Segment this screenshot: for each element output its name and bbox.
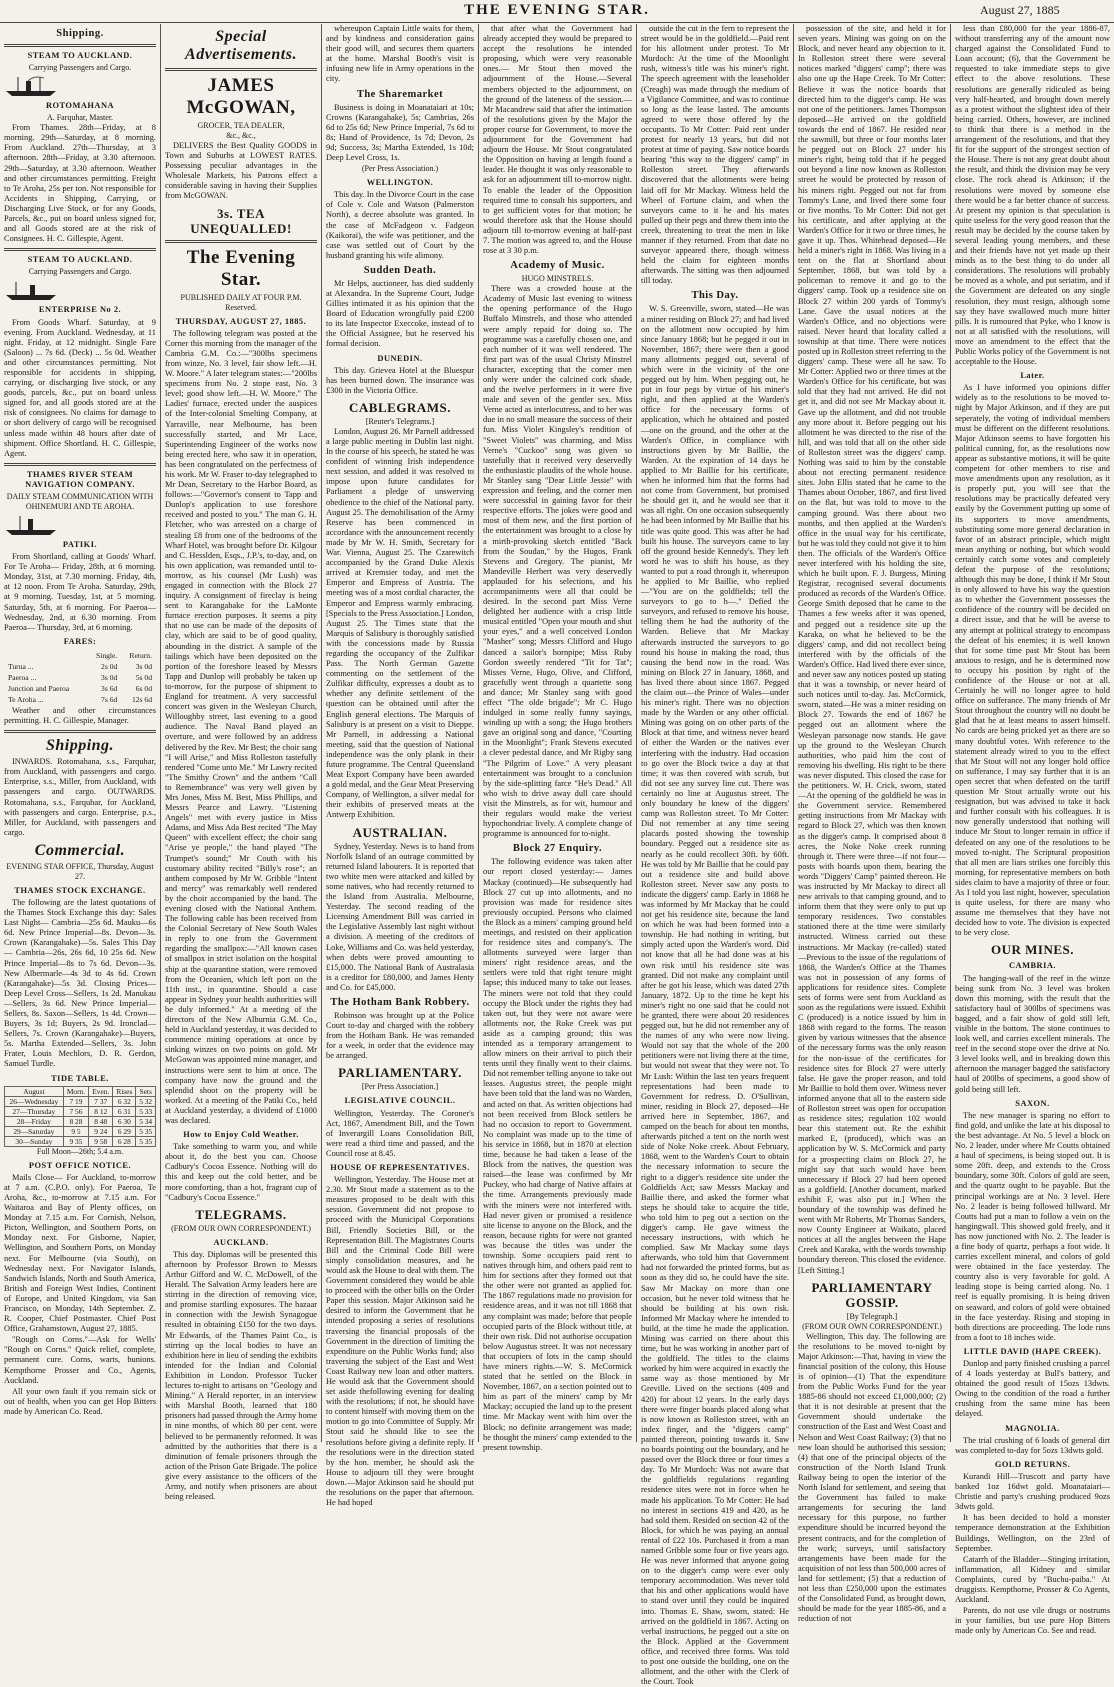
advert-text: "Rough on Corns."—Ask for Wells' "Rough on Corns." Quick relief, complete, permanent cure. Corns, warts, bunions. Kempthorne Prosser and Co., Agents, Auckland.	[4, 1335, 156, 1385]
fares-cell: 7s 6d	[101, 694, 118, 704]
fares-cell: 3s 0d	[101, 672, 118, 682]
mine-heading: GOLD RETURNS.	[994, 1459, 1071, 1469]
tide-cell: 5 32	[136, 1096, 156, 1106]
article-heading: How to Enjoy Cold Weather.	[183, 1130, 299, 1140]
tide-cell: 5 35	[136, 1136, 156, 1146]
article-body: Dunlop and party finished crushing a parcel of 4 loads yesterday at Bull's battery, and obtained the good result of 15ozs 13dwts. Owing to the condition of the road a further crushing from the same mine has been delayed.	[955, 1359, 1110, 1419]
mine-heading: SAXON.	[1015, 1098, 1050, 1108]
article-body: Wellington, Yesterday. The House met at 2.30. Mr Stout made a statement as to the measures proposed to be dealt with this session. Government did not propose to proceed with the Municipal Corporations Bill, Friendly Societies Bill, or the Representation Bill. The Magistrates Courts Bill and the Criminal Code Bill were simply consolidation measures, and he would ask the House to deal with them. The Government considered they would be able to proceed with the other bills on the Order Paper this session. Major Atkinson said he desired to inform the Government that he intended proposing a series of resolutions traversing the financial proposals of the Government in the direction of limiting the expenditure on the Public Works fund; also traversing the subject of the East and West Coast Railway new loan and other matters. He would ask that the Government should set aside thefollowing evening for dealing with the resolutions; if not, he should have to content himself with moving them on the motion to go into Committee of Supply. Mr Stout said he should like to see the resolutions before giving a definite reply. If the resolutions were in the direction stated by the hon. member, he should ask the House to adjourn till they were brought down.—Major Atkinson said he should put the resolutions on the paper that afternoon. He had hoped	[326, 1175, 474, 1508]
steamer-icon	[4, 279, 156, 301]
divider	[165, 68, 317, 71]
table-row	[6, 684, 154, 693]
steamer-icon	[4, 514, 156, 536]
article-heading: Sudden Death.	[363, 264, 437, 276]
masthead	[0, 0, 1114, 23]
article-body: The following are the latest quotations of the Thames Stock Exchange this day: Sales Last Night— Cambria—25s 6d. Mauku—6s 6d. New Prince Imperial—8s. Devon—3s. Crown (Karangahake)—5s. Sales This Day— Cambria—26s, 26s 6d, 10 25s 6d. New Prince Imperial—8s to 7s 6d. Devon—3s. New Albermarle—4s 3d to 4s 6d. Crown (Karangahake)—5s 3d. Closing Prices— Deep Level Cross—Sellers, 1s 2d. Manukau—Sellers, 3s 6d. New Prince Imperial—Sellers, 8s. Saxon—Sellers, 1s 4d. Crown—Buyers, 3s 1d; Buyers, 2s 9d. Ironclad—Sellers, 7s. Crown (Karangahake)—Buyers, 5s. Martha Extended—Sellers, 3s. John Frater, Louis Mechlors, D. R. Gerdon, Samuel Turdle.	[4, 897, 156, 1069]
byline: [Reuter's Telegrams.]	[365, 416, 435, 426]
article-body: This day. In the Divorce Court in the case of Cole v. Cole and Watson (Palmerston North), a decree absolute was granted. In the case of McFadgeon v. Fadgeon (Kaikorai), the wife was petitioner, and the case was settled out of Court by the husband granting his wife alimony.	[326, 190, 474, 260]
fares-cell: Turua ...	[8, 661, 34, 671]
notice-heading: POST OFFICE NOTICE.	[28, 1160, 132, 1170]
tide-col-header: Morn.	[63, 1086, 88, 1096]
section-heading: PARLIAMENTARY GOSSIP.	[811, 1279, 933, 1310]
section-heading: Special Advertisements.	[185, 28, 297, 63]
ship-name: PATIKI.	[62, 540, 98, 549]
article-body: outside the cut in the fern to represent the street would be in the goldfield.—Paid rent for his allotment under protest. To Mr Murdoch: At the time of the Moonlight rush, witness's title was his miner's right. The speech agreement with the leaseholder (Creagh) was made through the medium of a Vigilance Committee, and was to continue so long as the lease lasted. The amounts agreed to were those offered by the occupants. To Mr Cotter: Paid rent under protest for nearly 13 years, but did not protest at time of paying. Saw notice boards bearing "this way to the diggers' camp" in Rolleston street. They afterwards discovered that the allotments were being laid off for Mr Mackay. Witness held the Wheel of Fortune claim, and when the surveyors came to it he and his mates pulled up their pegs and threw them into the creek, threatening to treat the men in like manner if they returned. From that date no surveyor appeared there, though witness held the claim for eighteen months afterwards. The sitting was then adjourned till today.	[641, 24, 789, 286]
ad-heading: STEAM TO AUCKLAND.	[27, 255, 133, 265]
tide-cell: 6 31	[113, 1106, 136, 1116]
divider	[4, 44, 156, 47]
article-body: that after what the Government had already accepted they would be prepared to accept the resolutions he intended proposing, which were very reasonable ones.— Mr Stout then moved the adjournment of the House.—Several members objected to the adjournment, on the ground of the lateness of the session.—Mr Macandrew said that after the intimation of the resolutions given by the Major the proper course for Government, to move the adjournment for the Government had adjourn the House. Mr Stout congratulated the Opposition on having at length found a leader. He thought it was only reasonable to ask for an adjournment till to-morrow night. To enable the leader of the Opposition required time to consult his supporters, and to get sufficient votes for that motion; he would therefore ask that the House should adjourn till to-morrow evening at half-past 7. The motion was agreed to, and the House rose at 3 30 p.m.	[483, 24, 632, 256]
mine-heading: LITTLE DAVID (HAPE CREEK).	[963, 1346, 1102, 1356]
table-row	[5, 1126, 156, 1136]
fares-cell: 5s 0d	[135, 672, 152, 682]
advertiser-name: JAMES McGOWAN,	[186, 75, 296, 118]
article-body: The new manager is sparing no effort to find gold, and unlike the late at his disposal to the best advantage. At No. 5 level a block on No. 2 leader, under where Mr Coutts obtained a haul of specimens, is being stoped out. It is some 20ft. deep, and extends to the Cross boundary, some 30ft. Colors of gold are seen, and the quartz ought to be payable. But the principal workings are at No. 3 level. Here No. 2 leader is being followed hillward. Mr Coutts had put a man to follow a vein on the hangingwall. This showed gold freely, and it has now junctioned with No. 2. The leader is a fine body of quartz, perhaps a foot wide. It carries excellent mineral, and colors of gold were obtained in the face yesterday. The country also is very favorable for gold. A leading stope is being carried along. No. 1 reef is equally promising. It is being driven on seaward, and colors of gold were obtained in the face yesterday. Rising and stoping in both directions are proceeding. The lode runs from a foot to 18 inches wide.	[955, 1110, 1110, 1342]
article-body: INWARDS. Rotomahana, s.s., Farquhar, from Auckland, with passengers and cargo. Enterprise, s.s., Miller, from Auckland, with passengers and cargo. OUTWARDS. Rotomahana, s.s., Farquhar, for Auckland, with passengers and cargo. Enterprise, p.s., Miller, for Auckland, with passengers and cargo.	[4, 757, 156, 837]
article-body: The following evidence was taken after our report closed yesterday:— James Mackay (continued)—He subsequently had Block 27 cut up into allotments, and no provision was made for residence sites previously occupied. Persons who claimed the Block as a miners' camping ground held meetings, and resisted on their application for residence sites and company's. The allotments surveyed were larger than miners' right residence areas, and the settlers were told that right tenure might lapse; this induced many to take out leases. The miners were not told that they could occupy the Block under the rights they had taken out, but they were not aware were allotments nor, the Roke Creek was put aside as a camping ground; this was intended as a temporary arrangement to allow miners on their arrival to pitch their tents until they finally went to their claims. Did not remember telling anyone to take out leases. Augustus street, the people might have been told that the land was no Warden, and acted on that. As written objections had not been received from Block settlers he had no occasion to report to Government. No complaint was made up to the time of his service in 1868, but in 1870 at election time, because he had taken a lease of the Block from the natives, the question was raised—the lease was confirmed by Mr Puckey, who had charge of Native affairs at the time. Arrangements previously made with the miners were not interfered with. Had never given or promised a residence site license to anyone on the Block, and the reason, because rights for were not granted was because the titles was under the township. Some occupiers paid rent to natives through him, and others paid rent to him for sections after they formed out that the other were not granted as applied for. The 1867 regulations made no provision for residence areas, and it was not till 1868 that any complaint was made; before that people occupied parts of the Block without title, at their own risk. Did not authorise occupation below Augustus street. It was not necessary that occupiers of lots in the camp should have miners rights.—W. S. McCormick stated that he settled on the Block in November, 1867, on a section pointed out to him as part of the miners' camp by Mr Mackay; occupied the land up to the present time. Mr Mackay went with him over the Block; no definite arrangement was made; he thought the miners' camp extended to the present township.	[483, 857, 632, 1452]
reserved-note: Reserved.	[225, 302, 257, 312]
tide-cell: 5 33	[136, 1106, 156, 1116]
tide-cell: 8 48	[89, 1116, 113, 1126]
article-body: Mr Helps, auctioneer, has died suddenly at Alexandra. In the Supreme Court, Judge Gillies intimated it as his opinion that the Board of Education wrongfully paid £200 to its late Inspector Execcoke, instead of to the Official Assignee, but he reserved his formal decision.	[326, 278, 474, 349]
article-body: It has been decided to hold a monster temperance demonstration at the Exhibition Buildings, Wellington, on the 23rd of September.	[955, 1513, 1110, 1553]
ship-master: A. Farquhar, Master.	[46, 113, 114, 123]
tide-cell: 9 35	[63, 1136, 88, 1146]
notice-body: Mails Close— For Auckland, to-morrow at 7 a.m. (C.P.O. only). For Paeroa, Te Aroha, &c., to-morrow at 7.15 a.m. For Waitaroa and Bay of Plenty offices, on Monday at 7.15 a.m. For Cornish, Nelson, Picton, Wellington, and Southern Ports, on Monday next. For Gisborne, Napier, Wellington, and Southern Ports, on Monday next. For Melbourne (via South), on Wednesday next. For Navigator Islands, Sandwich Islands, North and South America, British and Foreign West Indies, Continent of Europe, and United Kingdom, via San Francisco, on Monday, 14th September. Z. R. Cooper, Chief Postmaster. Chief Post Office, Grahamstown, August 27, 1885.	[4, 1172, 156, 1334]
ad-subheading: Carrying Passengers and Cargo.	[28, 63, 132, 73]
ad-body: From Goods Wharf. Saturday, at 9 evening. From Auckland. Wednesday, at 11 night. Friday, at 12 midnight. Single Fare (Saloon) ... 7s 6d. (Deck) ... 5s 0d. Weather and other circumstances permitting. Not responsible for accidents in shipping, carrying, or discharging live stock, or any goods, parcels, &c., put on board unless signed for, and all goods stored are at the risk of consignees. No claims for damage to or short delivery of cargo will be recognised unless made within 48 hours after date of shipment. Office Shortland. H. C. Gillespie, Agent.	[4, 317, 156, 458]
tide-heading: TIDE TABLE.	[51, 1073, 109, 1083]
section-heading: Shipping.	[45, 737, 115, 755]
tide-cell: 29—Saturday	[5, 1126, 64, 1136]
article-body: This day. Diplomas will be presented this afternoon by Professor Brown to Messrs Arthur Gifford and W. C. McDowell, of the Herald. The Salvation Army leaders here are stirring in the direction of removing vice, and promise startling exposures. The bazaar in connection with the Jewish Synagogue resulted in obtaining £150 for the two days. Mr Edwards, of the Thames Paint Co., is stirring up the local bodies to have an exhibition here in lieu of sending the exhibits intended for the Indian and Colonial Exhibition in London. Professor Tucker lectures to-night to artisans on "Geology and Mining." A Herald reporter, in an interview with Marshal Booth, learned that 180 prisoners had passed through the Army home in nine months, of which 80 per cent. were believed to be permanently reformed. It was admitted by the authorities that there is a diminution of female prisoners through the action of the Prison Gate Brigade. The police give every assistance to the officers of the Army, and notify when prisoners are about being released.	[165, 1249, 317, 1502]
tide-col-header: Rises	[113, 1086, 136, 1096]
column-5	[637, 24, 793, 1687]
fares-cell: 3s 0d	[135, 661, 152, 671]
tide-table	[4, 1086, 156, 1147]
fares-cell: Te Aroha ...	[8, 694, 44, 704]
steamer-icon	[4, 75, 156, 97]
ad-heading: STEAM TO AUCKLAND.	[27, 51, 133, 60]
article-body: less than £80,000 for the year 1886-87, without transferring any of the amount now charged against the Consolidated Fund to Loan account; (6), that the Government be requested to take immediate steps to give effect to the above resolutions. These resolutions are generally ridiculed as being very half-hearted, and brought down merely as a protest without the slightest idea of their being carried. Others, however, are inclined to think that there is a method in the arrangement of the resolutions, and that they fit for the support of the strongest section of the House. There is not any great doubt about the result, and think the division may be very close. The rock ahead is Atkinson; if the resolutions were moved by someone else there would be a far better chance of success. At present my opinion is that speculation is quite useless for the very good reason that the result may be decided by the course taken by several leading young members, and these and their friends have not yet made up their minds as to the best thing to do under all considerations. The resolutions will probably be moved as a whole, and put seriatim, and if the Government are defeated on any single resolution, they must resign, although some say they have swallowed much more bitter pills. It is rumoured that Pyke, who I know is not at all satisfied with the resolutions, will move an amendment to the effect that the Public Works policy of the Government is not acceptable to the House.	[955, 24, 1110, 367]
article-body: Kurandi Hill—Truscott and party have banked 1oz 16dwt gold. Moanataiari—Christie and party's crushing produced 9ozs 3dwts gold.	[955, 1471, 1110, 1512]
table-row	[6, 673, 154, 682]
section-heading: Shipping.	[56, 28, 104, 39]
mine-heading: MAGNOLIA.	[1005, 1423, 1060, 1433]
fares-cell: 12s 6d	[131, 694, 152, 704]
table-row	[5, 1096, 156, 1106]
fares-col-header: Single.	[95, 650, 118, 660]
tide-cell: 30—Sunday	[5, 1136, 64, 1146]
advert-text: Parents, do not use vile drugs or nostrums in your families, but use pure Hop Bitters made only by American Co. See and read.	[955, 1606, 1110, 1636]
article-heading: Block 27 Enquiry.	[512, 843, 603, 855]
article-body: Robinson was brought up at the Police Court to-day and charged with the robbery from the Hotham Bank. He was remanded for a week, in order that the evidence may be arranged.	[326, 1010, 474, 1061]
dateline-heading: DUNEDIN.	[377, 353, 423, 363]
ad-heading: THAMES RIVER STEAM NAVIGATION COMPANY.	[25, 469, 135, 489]
advertiser-trade: GROCER, TEA DEALER,	[197, 121, 285, 130]
section-heading: AUSTRALIAN.	[352, 824, 448, 840]
tide-cell: 7 56	[63, 1106, 88, 1116]
article-body: Wellington, This day. The following are the resolutions to be moved to-night by Major Atkinson:—That, having in view the financial position of the colony, this House is of opinion—(1) That the expenditure from the Public Works Fund for the year 1885-86 should not exceed £1,000,000; (2) that it is not desirable at present that the Government should undertake the construction of the East and West Coast and Nelson and West Coast Railway; (3) that no new loan should be authorised this session; (4) that one of the principal objects of the construction of the North Island Trunk Railway being to open the interior of the North Island for settlement, and seeing that the Government has failed to make arrangements for securing the land necessary for this purpose, no further expenditure should be incurred beyond the present contracts, and for the completion of the work; surveys, until satisfactory arrangements have been made for the acquisition of not less than 500,000 acres of land for settlement; (5) that a reduction of not less than £250,000 upon the estimates of the Consolidated Fund, as brought down, should be made for the year 1885-86, and a reduction of not	[798, 1331, 946, 1624]
fares-heading: FARES:	[63, 636, 97, 646]
article-heading: The Sharemarket	[356, 88, 444, 100]
ad-body: From Shortland, calling at Goods' Wharf. For Te Aroha— Friday, 28th, at 6 morning. Monday, 31st, at 7.30 morning. Friday, 4th, at 12 noon. From Te Aroha. Saturday, 29th, at 9 morning. Tuesday, 1st, at 5 morning. Saturday, 5th, at 6 morning. For Paeroa— Wednesday, 2nd, at 6.30 morning. From Paeroa— Thursday, 3rd, at 6 morning.	[4, 552, 156, 632]
ad-subheading: Carrying Passengers and Cargo.	[28, 267, 132, 277]
fares-cell: Paeroa ...	[8, 672, 37, 682]
table-row	[6, 695, 154, 704]
tide-cell: 9 58	[89, 1136, 113, 1146]
ship-name: ROTOMAHANA	[45, 101, 115, 111]
tide-cell: 7 19	[63, 1096, 88, 1106]
fares-table	[4, 649, 156, 706]
byline: (FROM OUR OWN CORRESPONDENT.)	[802, 1321, 942, 1331]
advertiser-trade: &c., &c.,	[226, 131, 256, 140]
article-heading: LEGISLATIVE COUNCIL.	[344, 1096, 456, 1106]
masthead-date: August 27, 1885	[980, 3, 1060, 17]
mine-heading: CAMBRIA.	[1008, 961, 1057, 971]
column-4	[479, 24, 636, 1452]
tide-cell: 6 28	[113, 1136, 136, 1146]
column-3	[322, 24, 478, 1508]
ship-name: ENTERPRISE No 2.	[38, 305, 122, 315]
tide-col-header: Even.	[89, 1086, 113, 1096]
byline: [By Telegraph.]	[846, 1311, 898, 1321]
tide-cell: 9 5	[63, 1126, 88, 1136]
article-heading: THAMES STOCK EXCHANGE.	[14, 885, 146, 895]
article-body: Sydney, Yesterday. News is to hand from Norfolk Island of an outrage committed by returned Island labourers. It is reported that two white men were attacked and killed by some natives, who had recently returned to the Island from Australia. Melbourne, Yesterday. The second reading of the Licensing Amendment Bill was carried in the Legislative Assembly last night without a division. A meeting of the creditors of Loke, Williams and Co. was held yesterday, when debts were proved amounting to £15,000. The National Bank of Australasia is a creditor for £80,000, and James Henty and Co. for £45,000.	[326, 841, 474, 992]
table-row	[5, 1106, 156, 1116]
article-heading: Later.	[1020, 371, 1045, 381]
byline: [Per Press Association.]	[361, 1082, 439, 1092]
dateline: EVENING STAR OFFICE, Thursday, August 27.	[6, 861, 154, 881]
section-heading: TELEGRAMS.	[195, 1206, 287, 1222]
article-heading: The Hotham Bank Robbery.	[330, 996, 470, 1008]
dateline-heading: WELLINGTON.	[366, 178, 434, 188]
advert-text: Catarrh of the Bladder—Stinging irritation, inflammation, all Kidney and similar Complaints, cured by "Buchu-paiba." At druggists. Kempthorne, Prosser & Co Agents, Auckland.	[955, 1554, 1110, 1605]
fares-col-header: Return.	[129, 650, 152, 660]
article-body: Wellington, Yesterday. The Coroner's Act, 1867, Amendment Bill, and the Town of Inverargill Loans Consolidation Bill, were read a third time and passed, and the Council rose at 8.45.	[326, 1108, 474, 1158]
article-heading: Academy of Music.	[510, 260, 605, 272]
table-row	[6, 662, 154, 671]
article-body: The hanging-wall of the reef in the winze being sunk from No. 3 level was broken down this morning, with the result that the satisfactory haul of 300lbs of specimens was bagged, and a fair show of gold still left, visible in the bottom. The stone continues to look well, and carries excellent minerals. The reef in the second stope over the drive at No. 3 level looks well, and in breaking down this afternoon the manager bagged the satisfactory haul of 200lbs of specimens, a good show of gold being still left.	[955, 973, 1110, 1094]
ad-body: From Thames. 28th—Friday, at 8 morning. 29th—Saturday, at 8 morning. From Auckland. 27th—Thursday, at 3 afternoon. 28th—Friday, at 3.30 afternoon. 29th—Saturday, at 3.30 afternoon. Weather and other circumstances permitting. Freight to Te Aroha, 25s per ton. Not responsible for Accidents in Shipping, Carrying, or Discharging Live Stock, or for any Goods, Parcels, &c., put on board unless signed for, and all Goods stored are at the risk of Consignees. H. C. Gillespie, Agent.	[4, 123, 156, 244]
paper-nameplate: The Evening Star.	[186, 246, 296, 290]
fares-cell: 2s 0d	[101, 661, 118, 671]
fares-cell: 6s 0d	[135, 683, 152, 693]
tide-cell: 8 12	[89, 1106, 113, 1116]
divider	[4, 463, 156, 466]
byline: (Per Press Association.)	[361, 164, 439, 174]
table-row	[5, 1116, 156, 1126]
tide-cell: 6 29	[113, 1126, 136, 1136]
article-body: As I have informed you opinions differ widely as to the resolutions to be moved to-night by Major Atkinson, and if they are put seperately, the voting of individual members must be different on the different resolutions. Major Atkinson seems to have forgotten his political cunning, for, as the resolutions now appear as substantive motions, it will be quite competent for other members to rise and move amendments upon any resolution, as it is properly put, you will see that the resolutions may be practically defeated very easily by the Government putting up some of its supporters to move amendments, substituting some more general declaration in favor of an abstract principle, which might mean anything or nothing, but which would certainly catch some votes and completely defeat the purpose of the resolutions; although this may be done, I think if Mr Stout is only allowed to have his way the question as to whether the Government possesses the confidence of the country will be decided on a direct issue, and that he will be averse to any attempt at political strategy to encompass the defeat of his enemies; it is well known that for some time past Mr Stout has been anxious to resign, and he is determined now to occupy his position by right of the confidence of the House or not at all. Certainly he will no longer agree to hold office on sufferance. The many friends of Mr Stout throughout the country will no doubt be glad that he at least means to assert himself. No cards are being pricked yet as there are so many doubtful votes. With reference to the statement already wired to you to the effect that Mr Stout will not any longer hold office on sufferance, I may say further that it is an open secret that when defeated on the tariff question Mr Stout actually wrote out his resignation, but was advised to take it back and further consult with his colleagues. It is now generally understood that nothing will induce Mr Stout to longer remain in office if defeated on any one of the resolutions to be moved to-night. The Scriptural proposition that all men are liars strikes one forcibly this morning, for representative members on both sides claim to have a majority of three or four. As I told you last night, however, speculation is quite useless, for there are many who assume me themselves that they have not decided how to vote. The division is expected to be very close.	[955, 383, 1110, 938]
tide-cell: 28—Friday	[5, 1116, 64, 1126]
paper-subtitle: PUBLISHED DAILY AT FOUR P.M.	[180, 292, 302, 302]
byline: (FROM OUR OWN CORRESPONDENT.)	[171, 1223, 311, 1233]
advert-body: DELIVERS the Best Quality GOODS in Town and Suburbs at LOWEST RATES. Possessing peculiar advantages in the Wholesale Markets, his Patrons effect a considerable saving in having their Supplies from McGOWAN.	[165, 141, 317, 201]
ad-subheading: DAILY STEAM COMMUNICATION WITH OHINEMURI AND TE AROHA.	[6, 492, 154, 511]
article-heading: This Day.	[691, 290, 739, 302]
article-body: London, August 26. Mr Parnell addressed a large public meeting in Dublin last night. In the course of his speech, he stated he was confident of winning Irish independence next session, and added it was resolved to impose upon future candidates for Parliament a pledge of unswerving obedience to the chief of the National party. August 25. The demobilisation of the Army Reserve has been commenced in accordance with the announcement recently made by Mr W. H. Smith, Secretary for War. Vienna, August 25. The Czarewitch accompanied by the Grand Duke Alexis arrived at Kremsier today, and met the Emperor and Empress of Austria. The meeting was of a most cordial character, the Emperor and Empress warmly embracing. [Specials to the Press Association.] London, August 25. The Times state that the Marquis of Salisbury is thoroughly satisfied with the concessions made by Russia regarding the occupancy of the Zulfikar Pass. The North German Gazette commenting on the settlement of the Zulfikar difficulty, expresses a doubt as to whether any definite settlement of the question can be obtained until after the English general elections. The Marquis of Salisbury is at present on a visit to Dieppe. Mr Parnell, in addressing a National meeting, said that the question of National independence was the only plank in their future programme. The Central Queensland Meat Export Company have been awarded a gold medal, and the Gear Meat Preserving Company, of Wellington, a silver medal for their exhibits of preserved meats at the Antwerp Exhibition.	[326, 426, 474, 820]
tea-advert: 3s. TEA UNEQUALLED!	[190, 205, 292, 236]
fares-cell: 3s 6d	[101, 683, 118, 693]
article-body: W. S. Greenville, sworn, stated—He was a miner residing on Block 27; and had lived on the allotment now occupied by him since January 1868; but he pegged it out in November, 1867; there were then a good many allotments pegged out, several of which were in the vicinity of the one pegged out by him. When pegging out, he put in four pegs by virtue of his miner's right, and then applied at the Warden's office for the necessary forms of application, which he obtained and posted —one on the ground, and the other at the Warden's Office, in compliance with instructions given by Mr Baillie, the Warden. At the expiration of 14 days he applied to Mr Baillie for his certificate, when he informed him that the forms had not come from Government, but promised he should get it, and he would see that it was all right. On one occasion subsequently he had been informed by Mr Baillie that his title was quite good. This was after he had built his house. The surveyors came to lay off the ground beside Kennedy's. They left word he was to shift his house, as they wanted to put a road through it, whereupon he applied to Mr Baillie, who replied—"You are on the goldfields; tell the surveyors to go to h—." Defied the surveyors, and refused to remove his house, telling them he had the authority of the Warden. Believe that Mr Mackay afterwards instructed the surveyors to go round his house in making the road, thus causing the bend now in the road. Was mining on Block 27 in January, 1868, and has lived there about since 1867. Pegged the claim out—the Prince of Wales—under his miner's right. There was no objection made by the Warden or any other official. Mining was going on on other parts of the Block at that time, and witness never heard of either the Warden or the natives ever interfering with the industry. Had occasion to go over the Block twice a day at that time; it was then covered with scrub, but did not see any survey line cut. There was certainly no line at Augustus street. The only boundary he knew of the diggers' camp was Rolleston street. To Mr Cotter: Did not remember at any time seeing placards posted showing the township boundary. Pegged out a residence site as nearly as he could recollect 30ft. by 60ft. He was told by Mr Baillie that he could pay out a residence site and build above Rolleston street. Never saw any posts to indicate the diggers' camp. Early in 1868 he was informed by Mr Mackay that he could not get his residence site, because the land on which he was had been formed into a township. He had nothing in writing, but simply acted upon the Warden's word. Did not know that all he had done was at his own risk until his residence site was granted. Did not make any complaint until after he got his lease, which was dated 27th January, 1872. Up to the time he kept his miner's right no one said that he could not be granted, there were about 20 residences pegged out, but he did not remember any of the names of any who were now living. Would not say that the whole of the 200 petitioners were not living there at the time, but would not swear that they were not. To Mr Lush: Within the last ten years frequent representations had been made to Government for redress. D. O'Sullivan, miner, residing in Block 27, deposed—He arrived here in September, 1867, and camped on the beach for about ten months, afterwards pitched a tent on the north west side of Noke Noke creek. About February, 1868, went to the Warden's Court to obtain the necessary information to secure the right to a digger's residence site under the Goldfields Act; saw Messrs Mackay and Baillie there, and asked the former what steps he should take to acquire the title, who told him to peg out a section on the digger's camp. He gave witness the necessary instructions, with which he complied. Saw Mr Mackay some days afterwards, who told him that Government had not forwarded the printed forms, but as soon as they did so, he could have the site. Saw Mr Mackay on more than one occasion, but he never told witness that he should be building at his own risk. Informed Mr Mackay where he intended to build, at the time he made the application. Mining was carried on there about this time, but he was working in another part of the goldfield. The titles to the claims worked by him were acquired in exactly the same way as those mentioned by Mr Greville. Lived on the sections (409 and 420) for about 12 years. In the early days there were finger boards placed along what is now known as Rolleston street, with an index finger, and the "diggers camp" painted thereon, pointing towards it. Saw no boards pointing out the boundary, and he passed over the Block three or four times a day. To Mr Murdoch: Was not aware that the goldfields regulations regarding residence sites were not in force when he made his application. To Mr Cotter: He had no interest in sections 419 and 420, as he had sold them. Resided on section 42 of the Block, for which he was paying an annual rental of £22 10s. Purchased it from a man named Gribble some four or five years ago. He was never informed that anyone going on to the digger's camp were ever only temporary accommodation. Was never told that his and other applications would have to stand over until they could be inquired into. Thomas E. Shaw, sworn, stated: He arrived on the goldfield in 1867. Acting on verbal instructions, he pegged out a site on the Block. Applied at the Government office, and received three forms. Was told to post one outside the building, one on the allotment, and the other with the Clerk of the Court. Took	[641, 304, 789, 1687]
advert-text: All your own fault if you remain sick or out of health, when you can get Hop Bitters made by American Co. Read.	[4, 1386, 156, 1416]
article-subheading: HUGO MINSTRELS.	[521, 274, 594, 284]
article-body: possession of the site, and held it for seven years. Mining was going on on the Block, and never heard any objection to it. In Rolleston street there were several notices marked "diggers' camp"; there was also one up the Hape Creek. To Mr Cotter: Believe it was the notice boards that directed him to the digger's camp. He was not one of the petitioners. James Thompson deposed—He arrived on the goldfield towards the end of 1867. He resided near the sawmill, but three or four months later he pegged out on Block 27 under his miner's right, being told that if he pegged out beyond a line now known as Rolleston street he would be protected by reason of his miners right. Pegged out not far from Tommy's Lane, and lived there some four or five months. To Mr Cotter: Did not get his certificate, and after applying at the Warden's Office for it two or three times, he gave it up. Thos. Whitehead deposed—He held a miner's right in 1868. Was living in a tent on the flat at Shortland about September, 1868, but was told by a policeman to remove it and go to the diggers' camp. Took up a residence site on Block 27 within 200 yards of Tommy's Lane. Gave the usual notices at the Warden's Office, and no objections were raised. Never heard that locality called a township at that time. There were notices posted up in Rolleston street referring to the diggers' camp. These were all he saw. To Mr Cotter: Applied two or three times at the Warden's Office for his certificate, but was told that they had not arrived. He did not get it, and did not see Mr Mackay about it. Gave up the allotment, and did not trouble any more about it. Before pegging out his allotment he was directed to the rise of the hill, and was told that all on the other side of Rolleston street was the diggers' camp. Nothing was said to him by the constable about not erecting permanent residence sites. John Ellis stated that he came to the Thames about October, 1867, and first lived on the flat, but was told to move to the camping ground. Was there about two months, and then applied at the Warden's office in the usual way for his certificate, but he was told they could not give it to him then. The officials of the Warden's Office never interfered with his holding the site, which he built upon. F. J. Burgess, Mining Registrar, recognised several documents produced as records of the Warden's Office. George Smith deposed that he came to the Thames a few weeks after it was opened, and pegged out a residence site up the Karaka, on what he believed to be the diggers' camp, and did not recollect being interfered with by the officials of the Warden's Office. Had lived there ever since, and never saw any notices posted up stating that it was a township, or never heard of such notices until to-day. Jas. McCormick, sworn, stated—He was a miner residing on Block 27. Towards the end of 1867 he pegged out an allotment where the Wesleyan parsonage now stands. He gave up the ground to the Wesleyan Church authorities, who paid him the cost of removing his dwelling. His right to be there was never disputed. This closed the case for the petitioners. W. H. Crick, sworn, stated—At the opening of the goldfield he was in the Government service. Remembered getting instructions from Mr Mackay with regard to Block 27, which was then known as the digger's camp. It comprised about 8 acres, the Noke Noke creek running through it. There were three—if not four—posts with boards upon them, bearing the words "Diggers' Camp" painted thereon. He was instructed by Mr Mackay to direct all new arrivals to that camping ground, and to inform them that they were only to put up temporary residences. Two constables stationed there at the time were similarly instructed. Witness carried out these instructions. Mr Mackay (re-called) stated—Previous to the issue of the regulations of 1868, the Warden's Office at the Thames was not in possession of any forms of applications for residence sites. Complete sets of forms were sent from Auckland as soon as the regulations were issued. Exhibit C (produced) is a notice issued by him in 1868 with regard to the forms. The reason given by various witnesses that the absence of the necessary forms was the only reason for the non-issue of the certificates for residence sites for Block 27 were utterly false. He gave the proper reason, and told Mr Baillie to hold them over. Witness never informed anyone that all to the eastern side of Rolleston street was open for occupation as residence sites; regulation 102 would bear this statement out. Re the exhibit marked E, (produced), which was an application by W. S. McCormick and party for a prospecting claim on Block 27, he might say that such would have been unnecessary if Block 27 had been opened as a goldfield. [Another document, marked exhibit F, was also put in.] When the boundary of the township was defined he went with Mr Roberts, Mr Thomas Sanders, now County Engineer at Waikato, placed notices at all the angles between the Hape Creek and Karaka, with the words township boundary thereon. This closed the evidence. [Left Sitting.]	[798, 24, 946, 1275]
section-heading: PARLIAMENTARY.	[338, 1065, 462, 1081]
divider	[4, 248, 156, 251]
divider	[165, 240, 317, 243]
section-heading: OUR MINES.	[990, 942, 1074, 958]
divider	[4, 730, 156, 733]
column-2	[161, 24, 321, 1502]
fares-col-header	[6, 651, 86, 660]
tide-cell: 9 24	[89, 1126, 113, 1136]
article-body: The trial crushing of 6 loads of general dirt was completed to-day for 5ozs 13dwts gold.	[955, 1435, 1110, 1455]
column-6	[794, 24, 950, 1624]
article-body: whereupon Captain Little waits for them, and by kindness and consideration gains their good will, and secures them quarters at the home. Marshal Booth's visit is infusing new life in Army operations in the city.	[326, 24, 474, 84]
table-row	[5, 1136, 156, 1146]
masthead-title: THE EVENING STAR.	[464, 2, 650, 18]
tide-cell: 5 34	[136, 1116, 156, 1126]
tide-cell: 7 37	[89, 1096, 113, 1106]
article-heading: HOUSE OF REPRESENTATIVES.	[330, 1163, 470, 1172]
article-body: This day. Grievea Hotel at the Bluespur has been burned down. The insurance was £300 in the Victoria Office.	[326, 365, 474, 395]
section-heading: CABLEGRAMS.	[349, 399, 451, 415]
fares-cell: Junction and Paeroa	[8, 683, 70, 693]
tide-col-header: August	[5, 1086, 64, 1096]
article-body: Take something to warm you, and while about it, do the best you can. Choose Cadbury's Cocoa Essence. Nothing will do this and keep out the cold better, and be more comforting, than a hot, fragrant cup of "Cadbury's Cocoa Essence."	[165, 1142, 317, 1202]
dateline-heading: AUCKLAND.	[213, 1237, 269, 1247]
tide-cell: 6 30	[113, 1116, 136, 1126]
tide-col-header: Sets	[136, 1086, 156, 1096]
tide-cell: 6 32	[113, 1096, 136, 1106]
tide-note: Full Moon—26th; 5.4 a.m.	[36, 1146, 124, 1156]
tide-cell: 8 28	[63, 1116, 88, 1126]
article-body: There was a crowded house at the Academy of Music last evening to witness the opening performance of the Hugo Buffalo Minstrels, and those who attended were amply repaid for doing so. The programme was a carefully chosen one, and each number of it was well rendered. The first part was of the usual Christy Minstrel character, excepting that the corner men only were under the calcined cork shade, and the twelve performers in it were five male and seven of the gentler sex. Miss Verne acted as interlocutress, and to her was due in no small measure the success of their fun. Miss Violet Kingsley's rendition of "Sweet Violets" was charming, and Miss Verne's "Cuckoo" song was given so tastefully that it received very deservedly the enthusiastic plaudits of the whole house. Mr Stanley sang "Dear Little Jessie" with expression and feeling, and the corner men were successful in gaining favor for their respective efforts. The jokes were good and most of them new, and the first portion of the entertainment was brought to a close by a mirth-provoking sketch entitled "Back from the Soudan," by the Hugos, Frank Stevens and Gregory. The pianist, Mr Mandeville Herbert was very deservedly applauded for his selections, and his accompaniments were all that could be desired. In the second part Miss Verne delighted her audience with a crisp little musical entitled "Open your mouth and shut your eyes," and a well conceived London "Masher" song; Messrs Clifford and Hugo danced a sailor's hornpipe; Miss Ruby Gordon sweetly rendered "Tit for Tat"; Misses Verne, Hugo, Olive, and Clifford, gracefully went through a quartette song and dance; Mr Stanley sang with good effect "The olde brigade"; Mr C. Hugo indulged in some really funny sayings, winding up with a song; the Hugo brothers gave an original song and dance, "Courting in the Moonlight"; Frank Stevens executed a clever pedestal dance, and Mr Rigby sang "The Pilgrim of Love." A very pleasant entertainment was brought to a conclusion by the side-splitting farce "He's Dead." All who wish to drive away dull care should visit the Minstrels, as for wit, humour and their regulars would make the veriest hypochondriac lively. A complete change of programme is announced for to-night.	[483, 284, 632, 839]
tide-cell: 5 35	[136, 1126, 156, 1136]
column-1	[0, 24, 160, 1442]
section-heading: Commercial.	[34, 841, 126, 859]
fares-note: Weather and other circumstances permitting. H. C. Gillespie, Manager.	[4, 705, 156, 726]
column-7	[951, 24, 1114, 1636]
issue-date: THURSDAY, AUGUST 27, 1885.	[175, 316, 307, 326]
article-body: Business is doing in Moanataiari at 10s; Crowns (Karangahake), 5s; Cambrias, 26s 6d to 25s 6d; New Prince Imperial, 7s 6d to 8s; Hand of Providence, 1s 7d; Devon, 2s 9d; Success, 3s; Martha Extended, 1s 10d; Deep Level Cross, 1s.	[326, 102, 474, 163]
tide-cell: 27—Thursday	[5, 1106, 64, 1116]
article-body: The following telegram was posted at the Corner this morning from the manager of the Cambria G.M. Co.:—"300lbs specimens from winze, No. 3 level, fair show left.—H. W. Moore." A later telegram states:—"200lbs specimens from No. 2 stope east, No. 3 level; good show left.—H. W. Moore." The Ladies' furnace, erected under the auspices of the Inter-colonial Smelting Company, at Yarraville, near Melbourne, has been successfully started, and Mr Lace, Superintending Engineer of the works now being erected here, who saw it in operation, has been congratulated on the perfectness of his work. Mr W. Fraser to-day telegraphed to Mr Dean, Secretary to the Harbor Board, as follows:—"Governor's consent to Tapp and Dunlop's application to use foreshore received and posted to you." The man G. H. Fletcher, who was arrested on a charge of stealing £8 from one of the bedrooms of the Wharf Hotel, was brought before Dr. Kilgour and C. Hesslden, Esqs., J.P.'s, to-day, and, on his own application, was remanded until to-morrow, as his counsel (Mr Lush) was engaged in connection with the Block 27 inquiry. A consignment of fireclay is being sent to Karangahake for the LaMonte furnace erection purposes. It seems a pity that no use can be made of the deposits of clay, which are said to be of good quality, abounding in the district. A sample of the tailings which have been deposited on the portion of the foreshore leased by Messrs Tapp and Dunlop will probably be taken up to-morrow, for the purpose of shipment to England for treatment. A very successful concert was given in the Wesleyan Church, Willoughby street, last evening to a good audience. The Naval Band played an overture, and were followed by an address delivered by the Rev. Mr Best; the choir sang "I will Arise," and Miss Rolleston tastefully rendered "Come unto Me." Mr Lawry recited "The Smithy Crown" and the anthem "Call to Remembrance" was very well given by Mrs Jones, Miss M. Best, Miss Phillips, and Messrs Pearce and Lawry. "Listening Angels" met with every justice in Miss Adams, and Miss Ada Best recited "The May Queen" with excellent effect; the choir sang "Arise ye people," the band played "The Trumpet's sound;" Mr Couth with his customary ability recited "Billy's rose"; an anthem composed by Mr W. Gribble "Intent and mercy" was remarkably well rendered by the choir accompanied by the band. The evening closed with the National Anthem. The following cable has been received from the Colonial Secretary of New South Wales in reply to one from the Government regarding the smallpox:—"All known cases of smallpox in strict isolation on the hospital ship at the quarantine station, were removed from the Oceanien, which left port on the 11th inst., in quarantine. Should a case appear in Sydney your health authorities will be duly informed." At a meeting of the directors of the New Alburnia G.M. Co., held in Auckland yesterday, it was decided to commence mining operations at once by sinking winzes on two points on gold. Mr McGowan was appointed mine manager, and instructions were sent to him at once. The company have now the ground and the splendid shoot on the property will be worked. At a meeting of the Patiki Co., held at Auckland yesterday, a dividend of £1000 was declared.	[165, 328, 317, 1125]
tide-cell: 26—Wednesday	[5, 1096, 64, 1106]
